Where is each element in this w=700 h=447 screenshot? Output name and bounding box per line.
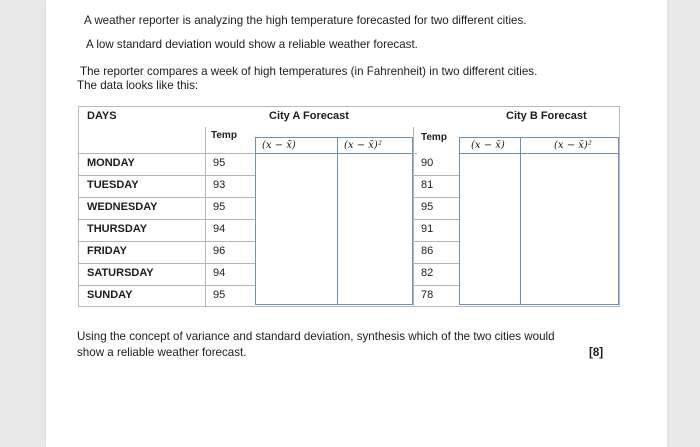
city-a-temp: 96 — [213, 245, 226, 257]
city-a-temp: 93 — [213, 179, 226, 191]
days-header: DAYS — [87, 110, 117, 122]
city-b-header: City B Forecast — [506, 110, 587, 122]
day-label: FRIDAY — [87, 245, 127, 257]
city-a-temp: 95 — [213, 157, 226, 169]
intro-line-2: A low standard deviation would show a reliable weather forecast. — [86, 38, 418, 51]
city-b-squared-header: (x − x̄)² — [554, 140, 592, 151]
city-b-temp: 91 — [421, 223, 434, 235]
city-a-squared-header: (x − x̄)² — [344, 140, 382, 151]
city-a-temp: 95 — [213, 289, 226, 301]
intro-line-4: The data looks like this: — [77, 79, 199, 92]
city-a-temp-header: Temp — [211, 130, 237, 141]
city-a-temp: 94 — [213, 267, 226, 279]
city-b-temp: 78 — [421, 289, 434, 301]
city-a-temp: 94 — [213, 223, 226, 235]
city-a-deviation-header: (x − x̄) — [262, 140, 296, 151]
city-b-temp: 86 — [421, 245, 434, 257]
day-label: SUNDAY — [87, 289, 133, 301]
day-label: MONDAY — [87, 157, 135, 169]
question-line-1: Using the concept of variance and standard deviation, synthesis which of the two cities would — [77, 330, 555, 343]
city-b-temp-header: Temp — [421, 132, 447, 143]
city-b-temp: 95 — [421, 201, 434, 213]
city-b-temp: 82 — [421, 267, 434, 279]
city-a-temp: 95 — [213, 201, 226, 213]
day-label: TUESDAY — [87, 179, 139, 191]
city-b-temp: 81 — [421, 179, 434, 191]
question-marks: [8] — [589, 346, 604, 359]
question-line-2: show a reliable weather forecast. — [77, 346, 247, 359]
temperature-table — [78, 106, 620, 307]
city-b-temp: 90 — [421, 157, 434, 169]
intro-line-3: The reporter compares a week of high temperatures (in Fahrenheit) in two different cities. — [80, 65, 538, 78]
intro-line-1: A weather reporter is analyzing the high temperature forecasted for two different cities. — [84, 14, 527, 27]
city-a-header: City A Forecast — [269, 110, 349, 122]
day-label: THURSDAY — [87, 223, 148, 235]
day-label: SATURSDAY — [87, 267, 154, 279]
day-label: WEDNESDAY — [87, 201, 158, 213]
city-b-deviation-header: (x − x̄) — [471, 140, 505, 151]
